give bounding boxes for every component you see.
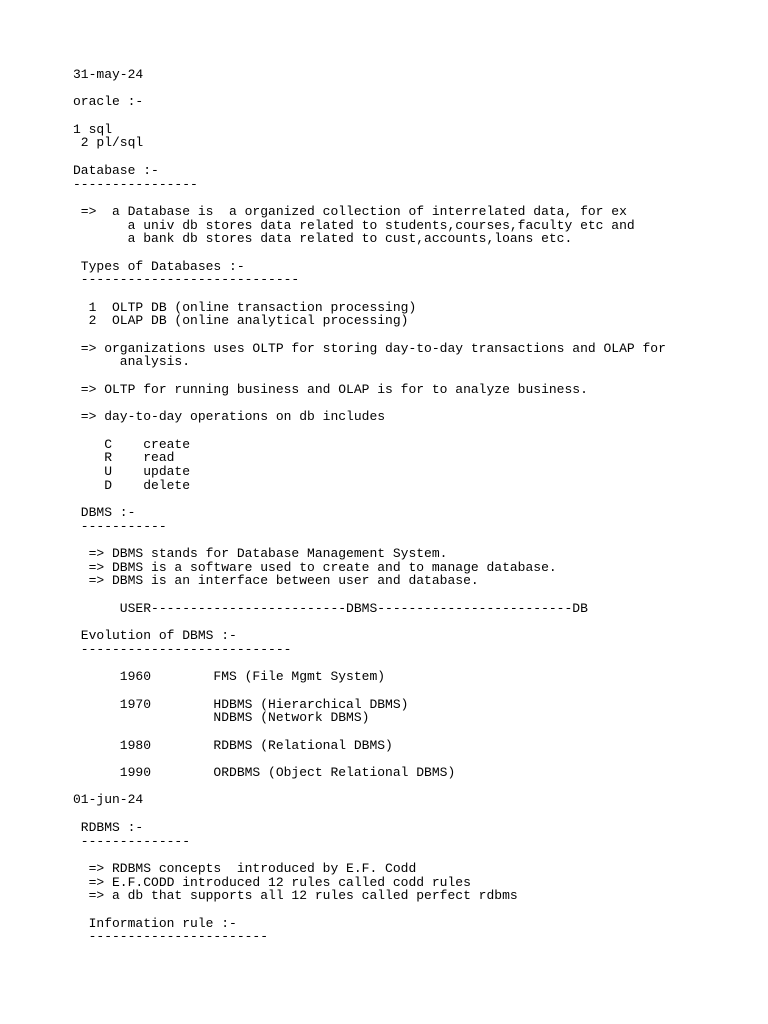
text-line: [73, 424, 666, 438]
text-line: [73, 191, 666, 205]
text-line: [73, 684, 666, 698]
text-line: => DBMS is a software used to create and to manage database.: [73, 559, 557, 575]
text-line: [73, 848, 666, 862]
text-line: DBMS :-: [73, 505, 136, 520]
text-line: U update: [73, 463, 191, 479]
text-line: NDBMS (Network DBMS): [73, 710, 370, 726]
text-line: oracle :-: [73, 94, 144, 110]
text-line: analysis.: [73, 354, 191, 370]
text-line: [73, 492, 666, 506]
text-line: Evolution of DBMS :-: [73, 628, 237, 644]
text-line: => OLTP for running business and OLAP is for to analyze business.: [73, 381, 588, 397]
text-line: [73, 725, 666, 739]
text-line: ---------------------------: [73, 641, 292, 657]
text-line: Database :-: [73, 162, 159, 178]
text-line: [73, 109, 666, 123]
text-line: => RDBMS concepts introduced by E.F. Codd: [73, 860, 417, 876]
text-line: [73, 588, 666, 602]
text-line: [73, 246, 666, 260]
text-line: 1 OLTP DB (online transaction processing): [73, 299, 417, 315]
text-line: => organizations uses OLTP for storing day-to-day transactions and OLAP for: [73, 340, 666, 356]
text-line: 1960 FMS (File Mgmt System): [73, 669, 386, 685]
text-line: a univ db stores data related to students,courses,faculty etc and: [73, 217, 635, 233]
text-line: R read: [73, 450, 175, 466]
text-line: C create: [73, 436, 191, 452]
text-line: 2 OLAP DB (online analytical processing): [73, 313, 409, 329]
text-line: [73, 752, 666, 766]
text-line: 1970 HDBMS (Hierarchical DBMS): [73, 696, 409, 712]
text-line: [73, 616, 666, 630]
text-line: ----------------------------: [73, 272, 300, 288]
text-line: 2 pl/sql: [73, 135, 144, 151]
text-line: -----------------------: [73, 929, 269, 945]
text-line: [73, 533, 666, 547]
text-line: USER-------------------------DBMS-------------------------DB: [73, 600, 588, 616]
text-line: => DBMS is an interface between user and database.: [73, 573, 479, 589]
text-line: => a db that supports all 12 rules called perfect rdbms: [73, 888, 518, 904]
text-line: [73, 82, 666, 96]
text-line: RDBMS :-: [73, 819, 144, 835]
text-line: Information rule :-: [73, 915, 237, 931]
text-line: [73, 397, 666, 411]
text-line: 1980 RDBMS (Relational DBMS): [73, 737, 393, 753]
text-line: [73, 328, 666, 342]
text-line: [73, 657, 666, 671]
text-line: => a Database is a organized collection of interrelated data, for ex: [73, 203, 627, 219]
text-line: ----------------: [73, 176, 198, 192]
text-line: [73, 150, 666, 164]
text-line: [73, 287, 666, 301]
text-line: [73, 780, 666, 794]
text-line: [73, 903, 666, 917]
text-line: 1990 ORDBMS (Object Relational DBMS): [73, 765, 456, 781]
text-line: 31-may-24: [73, 67, 144, 82]
text-line: D delete: [73, 477, 191, 493]
text-line: => day-to-day operations on db includes: [73, 409, 386, 425]
text-line: 1 sql: [73, 121, 113, 137]
text-line: a bank db stores data related to cust,accounts,loans etc.: [73, 231, 573, 247]
text-line: [73, 807, 666, 821]
text-line: => DBMS stands for Database Management System.: [73, 546, 448, 562]
notes-text: [73, 68, 666, 944]
text-line: --------------: [73, 833, 191, 849]
text-line: -----------: [73, 518, 167, 534]
text-line: [73, 369, 666, 383]
text-line: Types of Databases :-: [73, 258, 245, 274]
text-line: 01-jun-24: [73, 792, 144, 808]
text-line: => E.F.CODD introduced 12 rules called codd rules: [73, 874, 471, 890]
